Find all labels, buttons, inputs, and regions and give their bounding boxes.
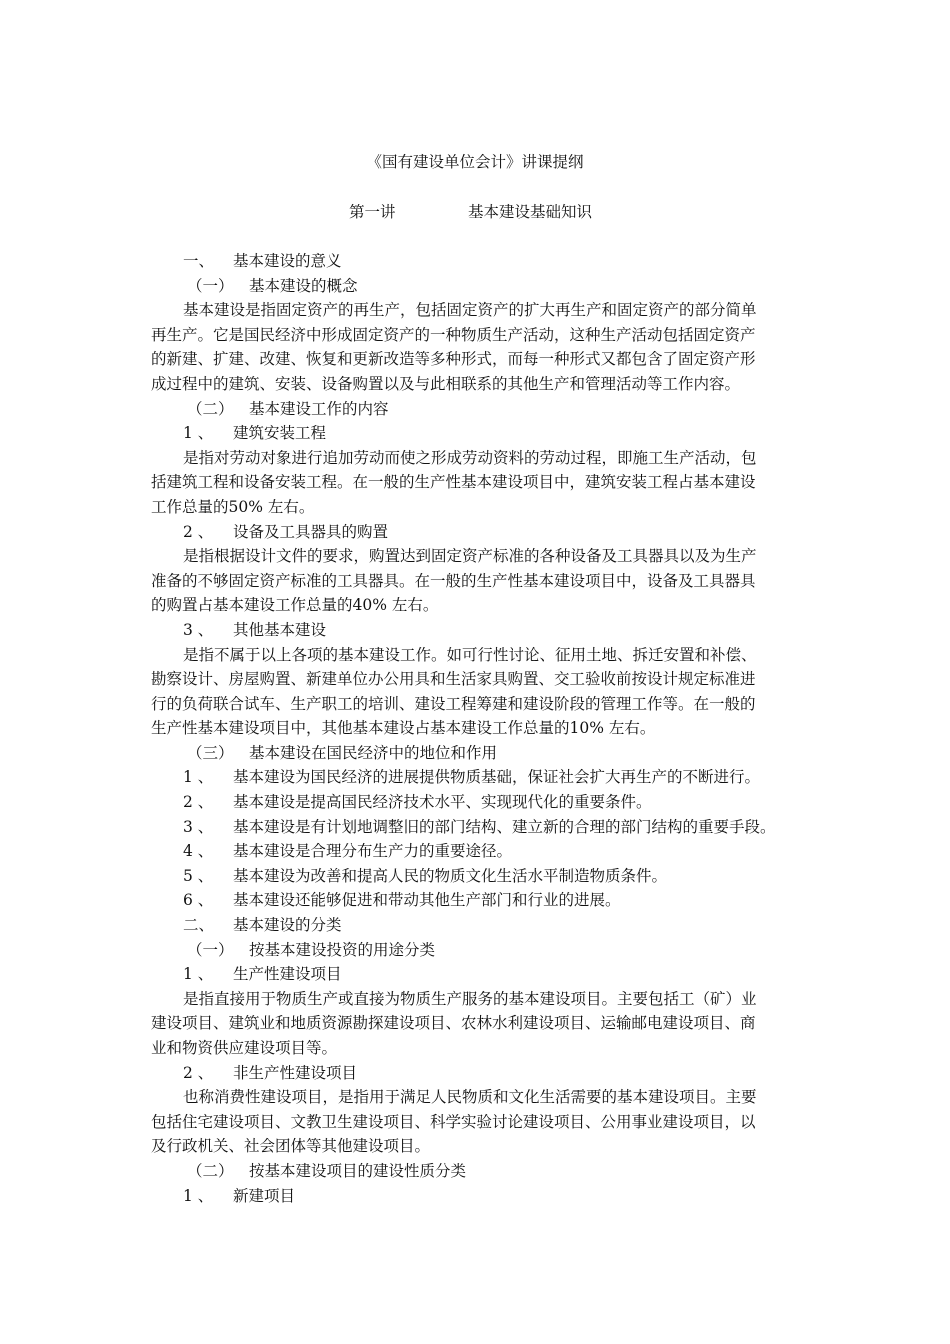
subsection-heading [151, 397, 811, 422]
item-text: 基本建设工作的内容 [249, 399, 389, 418]
paragraph-line: 基本建设是指固定资产的再生产，包括固定资产的扩大再生产和固定资产的部分简单 [183, 301, 757, 320]
list-item [151, 888, 811, 913]
item-text: 新建项目 [233, 1186, 296, 1205]
list-item [151, 790, 811, 815]
paragraph-line: 的新建、扩建、改建、恢复和更新改造等多种形式，而每一种形式又都包含了固定资产形 [151, 350, 756, 369]
item-text: 基本建设的意义 [233, 252, 342, 270]
subsection-heading [151, 274, 811, 299]
item-text: 基本建设是有计划地调整旧的部门结构、建立新的合理的部门结构的重要手段。 [233, 817, 776, 836]
document-title: 《国有建设单位会计》讲课提纲 [366, 153, 584, 171]
paragraph-line: 生产性基本建设项目中，其他基本建设占基本建设工作总量的10% 左右。 [151, 719, 656, 738]
item-marker: （二） [187, 1161, 234, 1180]
list-item [151, 765, 811, 790]
item-marker: 1 、 [183, 424, 214, 443]
paragraph-line: 勘察设计、房屋购置、新建单位办公用具和生活家具购置、交工验收前按设计规定标准进 [151, 670, 756, 689]
item-text: 设备及工具器具的购置 [233, 522, 389, 541]
section-heading [151, 249, 811, 274]
item-text: 生产性建设项目 [233, 965, 342, 984]
item-marker: 一、 [183, 252, 215, 270]
item-text: 基本建设为国民经济的进展提供物质基础，保证社会扩大再生产的不断进行。 [233, 768, 761, 787]
section-heading [151, 913, 811, 938]
list-item [151, 421, 811, 446]
paragraph-line: 成过程中的建筑、安装、设备购置以及与此相联系的其他生产和管理活动等工作内容。 [151, 374, 741, 393]
item-text: 基本建设的概念 [249, 276, 358, 295]
item-text: 其他基本建设 [233, 620, 327, 639]
item-marker: （三） [187, 743, 234, 762]
item-marker: 3 、 [183, 620, 214, 639]
list-item [151, 520, 811, 545]
item-text: 基本建设在国民经济中的地位和作用 [249, 743, 498, 762]
paragraph-line: 包括住宅建设项目、文教卫生建设项目、科学实验讨论建设项目、公用事业建设项目，以 [151, 1112, 756, 1131]
item-text: 基本建设是合理分布生产力的重要途径。 [233, 842, 513, 861]
item-marker: 二、 [183, 916, 215, 935]
paragraph-line: 的购置占基本建设工作总量的40% 左右。 [151, 596, 439, 615]
item-marker: （二） [187, 399, 234, 418]
chapter-number: 第一讲 [349, 203, 396, 221]
paragraph-line: 及行政机关、社会团体等其他建设项目。 [151, 1137, 431, 1156]
item-marker: 3 、 [183, 817, 214, 836]
item-text: 基本建设的分类 [233, 916, 342, 935]
item-marker: 1 、 [183, 965, 214, 984]
subsection-heading [151, 741, 811, 766]
item-marker: 1 、 [183, 768, 214, 787]
subsection-heading [151, 938, 811, 963]
paragraph-line: 是指直接用于物质生产或直接为物质生产服务的基本建设项目。主要包括工（矿）业 [183, 989, 757, 1008]
item-marker: （一） [187, 276, 234, 295]
item-marker: 2 、 [183, 522, 214, 541]
item-text: 基本建设还能够促进和带动其他生产部门和行业的进展。 [233, 891, 621, 910]
chapter-title: 基本建设基础知识 [468, 203, 593, 221]
list-item [151, 815, 811, 840]
list-item [151, 1061, 811, 1086]
chapter-heading [0, 202, 950, 222]
paragraph-line: 行的负荷联合试车、生产职工的培训、建设工程筹建和建设阶段的管理工作等。在一般的 [151, 694, 756, 713]
item-marker: 5 、 [183, 866, 214, 885]
list-item [151, 864, 811, 889]
item-text: 基本建设为改善和提高人民的物质文化生活水平制造物质条件。 [233, 866, 668, 885]
item-text: 基本建设是提高国民经济技术水平、实现现代化的重要条件。 [233, 793, 652, 812]
paragraph-line: 业和物资供应建设项目等。 [151, 1039, 338, 1057]
list-item [151, 618, 811, 643]
paragraph-line: 准备的不够固定资产标准的工具器具。在一般的生产性基本建设项目中，设备及工具器具 [151, 571, 756, 590]
document-body [151, 249, 811, 1208]
item-marker: 6 、 [183, 891, 214, 910]
item-marker: 2 、 [183, 1063, 214, 1082]
paragraph-line: 工作总量的50% 左右。 [151, 497, 315, 516]
paragraph-line: 是指对劳动对象进行追加劳动而使之形成劳动资料的劳动过程，即施工生产活动，包 [183, 448, 757, 467]
item-marker: 4 、 [183, 842, 214, 861]
list-item [151, 1184, 811, 1209]
paragraph-line: 也称消费性建设项目，是指用于满足人民物质和文化生活需要的基本建设项目。主要 [183, 1088, 757, 1107]
list-item [151, 962, 811, 987]
item-marker: 1 、 [183, 1186, 214, 1205]
item-text: 建筑安装工程 [233, 424, 327, 443]
paragraph-line: 建设项目、建筑业和地质资源勘探建设项目、农林水利建设项目、运输邮电建设项目、商 [151, 1014, 756, 1033]
item-text: 按基本建设投资的用途分类 [249, 940, 436, 959]
subsection-heading [151, 1159, 811, 1184]
item-marker: 2 、 [183, 793, 214, 812]
paragraph-line: 是指不属于以上各项的基本建设工作。如可行性讨论、征用土地、拆迁安置和补偿、 [183, 645, 757, 664]
paragraph-line: 是指根据设计文件的要求，购置达到固定资产标准的各种设备及工具器具以及为生产 [183, 547, 757, 566]
list-item [151, 839, 811, 864]
item-text: 非生产性建设项目 [233, 1063, 358, 1082]
paragraph-line: 括建筑工程和设备安装工程。在一般的生产性基本建设项目中，建筑安装工程占基本建设 [151, 473, 756, 492]
paragraph-line: 再生产。它是国民经济中形成固定资产的一种物质生产活动，这种生产活动包括固定资产 [151, 325, 756, 344]
item-marker: （一） [187, 940, 234, 959]
item-text: 按基本建设项目的建设性质分类 [249, 1161, 467, 1180]
